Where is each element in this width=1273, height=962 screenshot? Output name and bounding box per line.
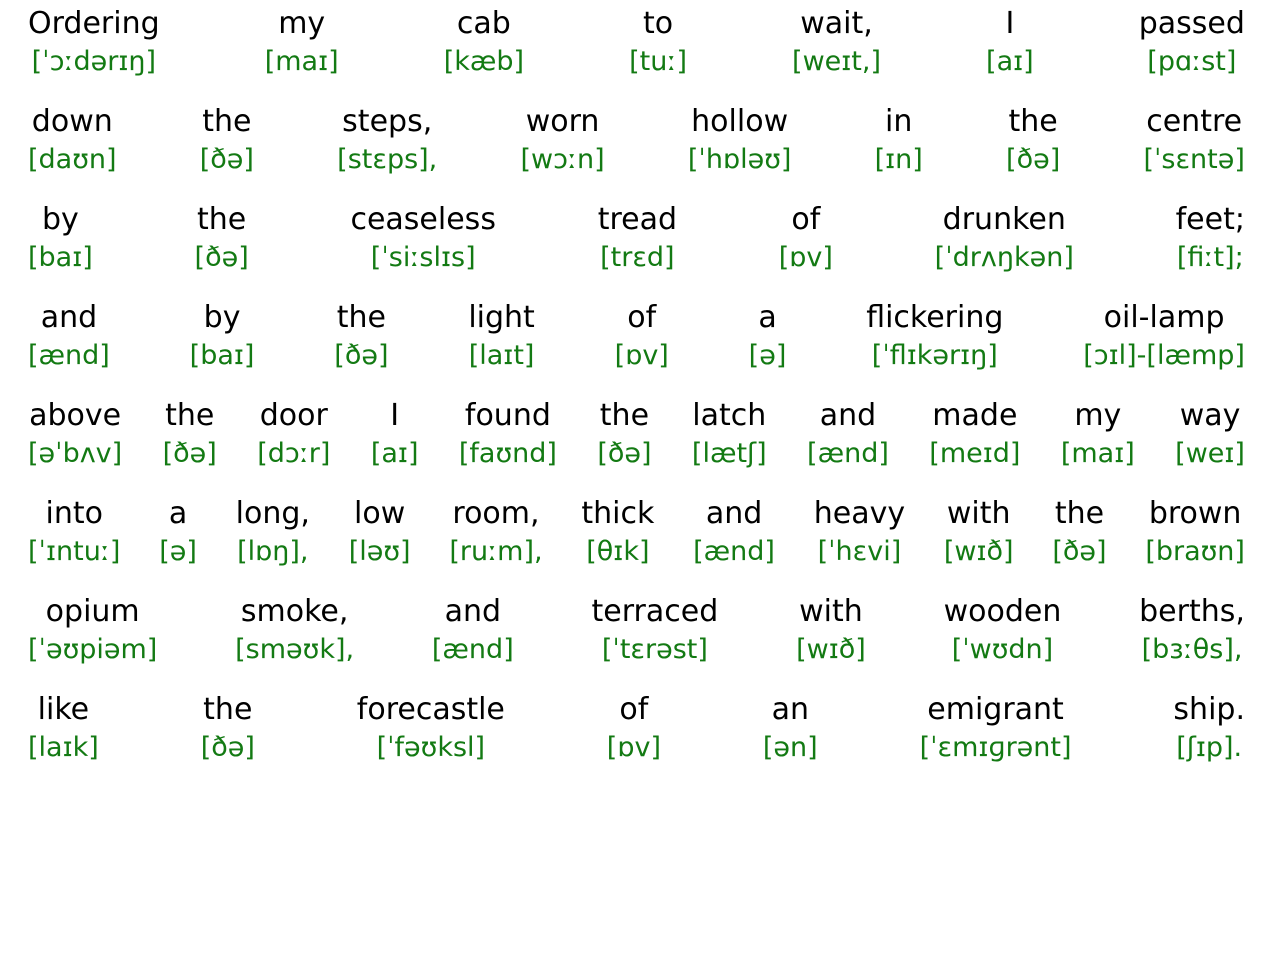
word-text: I	[390, 398, 400, 433]
word-text: I	[1005, 6, 1015, 41]
ipa-text: [maɪ]	[264, 46, 339, 77]
ipa-text: [ænd]	[693, 536, 775, 567]
word-token	[875, 102, 923, 178]
word-token	[866, 298, 1003, 374]
word-text: wooden	[943, 594, 1062, 629]
word-token	[944, 592, 1062, 668]
word-text: berths,	[1139, 594, 1245, 629]
word-token	[1139, 4, 1245, 80]
word-text: of	[619, 692, 649, 727]
word-token	[592, 592, 719, 668]
word-token	[28, 396, 122, 472]
word-text: with	[799, 594, 863, 629]
ipa-text: [ˈwʊdn]	[951, 634, 1054, 665]
ipa-text: [ðə]	[200, 732, 255, 763]
word-text: feet;	[1175, 202, 1245, 237]
word-token	[468, 298, 535, 374]
word-token	[1052, 494, 1106, 570]
word-token	[432, 592, 514, 668]
word-token	[693, 494, 775, 570]
ipa-text: [tuː]	[629, 46, 687, 77]
word-token	[1143, 102, 1244, 178]
word-token	[349, 494, 411, 570]
word-text: latch	[692, 398, 767, 433]
ipa-text: [ˈɔːdərɪŋ]	[31, 46, 157, 77]
word-token	[763, 690, 818, 766]
ipa-text: [ˈɛmɪɡrənt]	[919, 732, 1072, 763]
ipa-text: [əˈbʌv]	[28, 438, 123, 469]
word-token	[1006, 102, 1060, 178]
word-token	[1083, 298, 1245, 374]
word-text: by	[203, 300, 241, 335]
word-text: door	[259, 398, 328, 433]
word-text: by	[42, 202, 79, 237]
word-token	[200, 102, 254, 178]
word-text: the	[1008, 104, 1058, 139]
word-token	[28, 4, 160, 80]
word-token	[807, 396, 889, 472]
ipa-text: [ænd]	[28, 340, 110, 371]
transcript-line	[28, 298, 1245, 374]
word-token	[597, 396, 651, 472]
word-text: smoke,	[240, 594, 349, 629]
ipa-text: [stɛps],	[337, 144, 438, 175]
word-token	[935, 200, 1074, 276]
word-token	[1061, 396, 1135, 472]
word-text: emigrant	[927, 692, 1064, 727]
ipa-text: [ænd]	[807, 438, 889, 469]
word-text: a	[168, 496, 188, 531]
ipa-text: [ɒv]	[614, 340, 669, 371]
word-text: the	[599, 398, 650, 433]
word-token	[337, 102, 437, 178]
word-text: and	[40, 300, 98, 335]
word-token	[692, 396, 767, 472]
transcript-line	[28, 200, 1245, 276]
word-text: an	[771, 692, 809, 727]
word-text: thick	[581, 496, 655, 531]
word-text: long,	[235, 496, 310, 531]
word-token	[986, 4, 1034, 80]
transcript-line	[28, 690, 1245, 766]
word-token	[1145, 494, 1245, 570]
ipa-text: [ˈsɛntə]	[1143, 144, 1245, 175]
word-text: ship.	[1173, 692, 1245, 727]
ipa-text: [ˈflɪkərɪŋ]	[871, 340, 998, 371]
word-text: ceaseless	[350, 202, 496, 237]
word-token	[28, 690, 99, 766]
ipa-text: [ˈsiːslɪs]	[370, 242, 476, 273]
ipa-text: [ʃɪp].	[1176, 732, 1243, 763]
word-text: room,	[452, 496, 540, 531]
ipa-text: [weɪt,]	[792, 46, 881, 77]
word-token	[459, 396, 557, 472]
word-token	[201, 690, 255, 766]
word-token	[929, 396, 1020, 472]
word-token	[159, 494, 197, 570]
word-text: the	[202, 104, 252, 139]
word-text: the	[1054, 496, 1105, 531]
ipa-text: [ˈtɛrəst]	[601, 634, 708, 665]
word-text: hollow	[691, 104, 789, 139]
word-token	[265, 4, 339, 80]
ipa-text: [ðə]	[1052, 536, 1107, 567]
ipa-text: [faʊnd]	[458, 438, 557, 469]
word-token	[449, 494, 542, 570]
word-token	[1139, 592, 1245, 668]
ipa-text: [kæb]	[443, 46, 525, 77]
ipa-text: [ðə]	[194, 242, 249, 273]
word-token	[350, 200, 495, 276]
word-token	[28, 102, 117, 178]
word-text: opium	[45, 594, 140, 629]
word-text: light	[468, 300, 535, 335]
word-text: of	[791, 202, 821, 237]
ipa-text: [wɪð]	[943, 536, 1014, 567]
word-token	[598, 200, 677, 276]
word-token	[28, 592, 157, 668]
word-token	[779, 200, 833, 276]
word-text: worn	[525, 104, 600, 139]
word-token	[920, 690, 1072, 766]
ipa-text: [ðə]	[1006, 144, 1061, 175]
word-token	[28, 494, 120, 570]
ipa-text: [ðə]	[597, 438, 652, 469]
word-token	[792, 4, 881, 80]
word-token	[1176, 200, 1245, 276]
word-text: terraced	[591, 594, 719, 629]
word-text: drunken	[942, 202, 1066, 237]
word-text: Ordering	[28, 6, 160, 41]
ipa-text: [aɪ]	[986, 46, 1034, 77]
ipa-text: [wɪð]	[796, 634, 866, 665]
word-text: down	[31, 104, 113, 139]
ipa-text: [meɪd]	[929, 438, 1021, 469]
ipa-text: [θɪk]	[586, 536, 650, 567]
word-token	[28, 200, 93, 276]
ipa-text: [ɒv]	[778, 242, 833, 273]
ipa-text: [fiːt];	[1176, 242, 1244, 273]
ipa-text: [baɪ]	[28, 242, 93, 273]
ipa-text: [aɪ]	[370, 438, 419, 469]
ipa-text: [ˈəʊpiəm]	[28, 634, 158, 665]
word-token	[357, 690, 505, 766]
ipa-text: [lætʃ]	[691, 438, 767, 469]
word-text: my	[1074, 398, 1122, 433]
word-text: above	[29, 398, 122, 433]
ipa-text: [sməʊk],	[235, 634, 355, 665]
word-text: and	[819, 398, 877, 433]
word-token	[581, 494, 654, 570]
ipa-text: [wɔːn]	[520, 144, 605, 175]
transcript-line	[28, 494, 1245, 570]
ipa-text: [maɪ]	[1060, 438, 1135, 469]
word-token	[195, 200, 249, 276]
word-text: in	[885, 104, 913, 139]
word-token	[1173, 690, 1245, 766]
ipa-text: [ˈfəʊksl]	[376, 732, 486, 763]
word-text: of	[627, 300, 657, 335]
word-text: wait,	[800, 6, 873, 41]
ipa-text: [ɔɪl]-[læmp]	[1083, 340, 1245, 371]
ipa-text: [laɪt]	[468, 340, 535, 371]
word-token	[190, 298, 255, 374]
word-text: steps,	[342, 104, 433, 139]
word-text: to	[642, 6, 674, 41]
word-token	[444, 4, 524, 80]
transcript-line	[28, 396, 1245, 472]
word-token	[796, 592, 866, 668]
ipa-text: [daʊn]	[28, 144, 117, 175]
transcript-line	[28, 4, 1245, 80]
ipa-text: [laɪk]	[28, 732, 99, 763]
ipa-text: [baɪ]	[189, 340, 255, 371]
ipa-text: [ðə]	[334, 340, 389, 371]
ipa-text: [ðə]	[162, 438, 217, 469]
word-text: my	[278, 6, 326, 41]
ipa-text: [ɪn]	[874, 144, 923, 175]
ipa-text: [ænd]	[431, 634, 514, 665]
ipa-text: [pɑːst]	[1147, 46, 1237, 77]
word-token	[1175, 396, 1245, 472]
word-token	[520, 102, 604, 178]
word-text: into	[45, 496, 103, 531]
ipa-text: [ə]	[159, 536, 197, 567]
word-text: found	[464, 398, 551, 433]
word-text: with	[946, 496, 1011, 531]
ipa-text: [dɔːr]	[257, 438, 331, 469]
ipa-text: [ə]	[748, 340, 787, 371]
word-text: the	[165, 398, 215, 433]
ipa-text: [bɜːθs],	[1141, 634, 1243, 665]
word-token	[236, 494, 310, 570]
ipa-text: [ðə]	[199, 144, 254, 175]
word-text: low	[354, 496, 406, 531]
word-text: made	[932, 398, 1018, 433]
word-text: tread	[597, 202, 678, 237]
word-token	[28, 298, 110, 374]
transcript-line	[28, 102, 1245, 178]
word-text: oil-lamp	[1103, 300, 1225, 335]
ipa-text: [ˈɪntuː]	[28, 536, 121, 567]
word-text: the	[203, 692, 253, 727]
word-token	[615, 298, 669, 374]
word-text: heavy	[813, 496, 906, 531]
word-text: flickering	[866, 300, 1004, 335]
ipa-text: [lɒŋ],	[237, 536, 309, 567]
word-text: cab	[456, 6, 511, 41]
word-token	[944, 494, 1014, 570]
ipa-text: [ɒv]	[606, 732, 661, 763]
word-token	[235, 592, 354, 668]
word-text: brown	[1148, 496, 1242, 531]
ipa-text: [ˈhɒləʊ]	[687, 144, 792, 175]
word-token	[607, 690, 661, 766]
ipa-text: [ən]	[762, 732, 818, 763]
word-text: centre	[1146, 104, 1243, 139]
word-token	[371, 396, 419, 472]
word-token	[688, 102, 792, 178]
word-token	[749, 298, 787, 374]
ipa-text: [ləʊ]	[348, 536, 411, 567]
word-token	[163, 396, 217, 472]
word-text: and	[444, 594, 502, 629]
word-token	[257, 396, 330, 472]
ipa-text: [ˈdrʌŋkən]	[934, 242, 1074, 273]
word-text: like	[37, 692, 90, 727]
word-text: a	[758, 300, 777, 335]
word-text: passed	[1138, 6, 1245, 41]
word-token	[334, 298, 388, 374]
word-text: the	[197, 202, 247, 237]
ipa-text: [weɪ]	[1175, 438, 1245, 469]
ipa-text: [trɛd]	[600, 242, 675, 273]
word-text: and	[705, 496, 763, 531]
transcript-line	[28, 592, 1245, 668]
ipa-text: [ruːm],	[449, 536, 543, 567]
ipa-text: [braʊn]	[1145, 536, 1245, 567]
word-text: the	[336, 300, 387, 335]
word-token	[629, 4, 687, 80]
word-text: forecastle	[356, 692, 505, 727]
word-text: way	[1179, 398, 1241, 433]
word-token	[814, 494, 905, 570]
ipa-text: [ˈhɛvi]	[817, 536, 902, 567]
